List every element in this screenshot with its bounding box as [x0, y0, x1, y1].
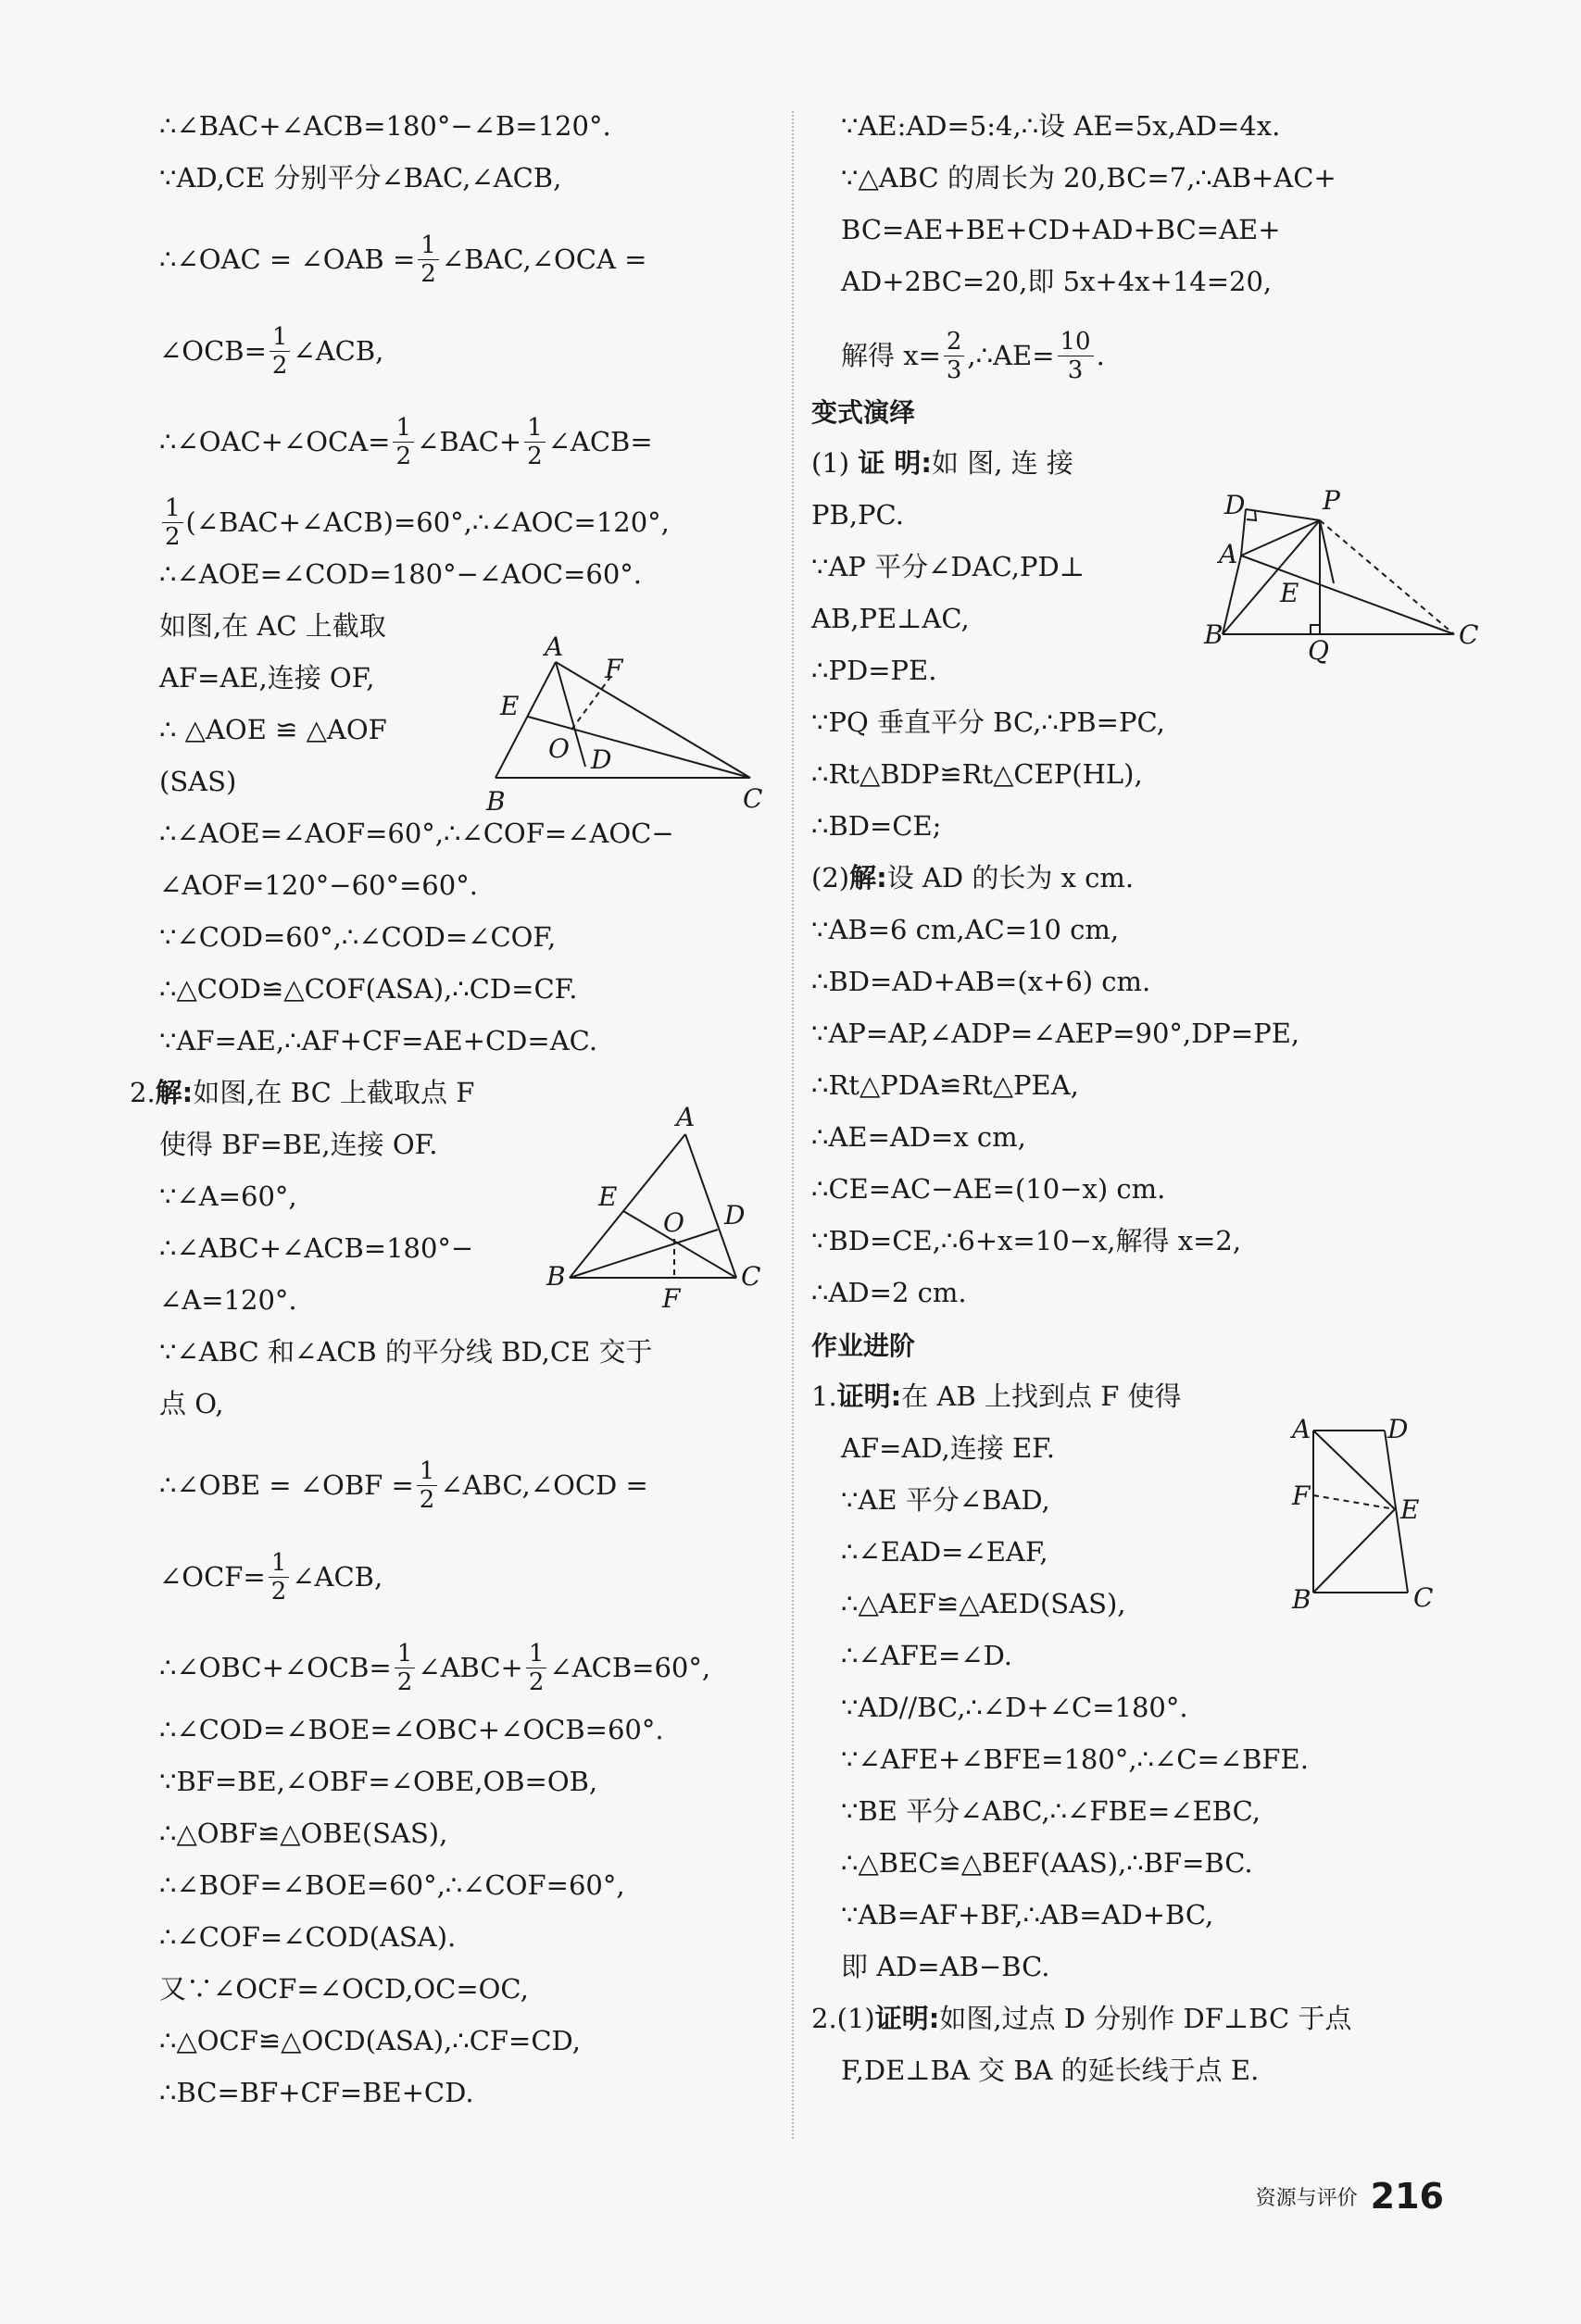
- triangle-diagram: [537, 1102, 778, 1315]
- text-line: ∵BF=BE,∠OBF=∠OBE,OB=OB,: [159, 1766, 598, 1797]
- point-label: B: [1204, 619, 1223, 650]
- point-label: E: [1400, 1494, 1420, 1525]
- point-label: F: [605, 654, 623, 684]
- text-segment: ∴∠OAC+∠OCA=: [159, 425, 391, 457]
- fraction: [526, 1640, 547, 1696]
- point-label: A: [676, 1102, 696, 1132]
- solution-keyword: 解:: [155, 1077, 194, 1108]
- fraction-numerator: 1: [269, 1549, 290, 1578]
- fraction: [1058, 328, 1094, 384]
- text-line: [159, 1531, 771, 1622]
- point-label: E: [598, 1181, 618, 1212]
- text-line: [159, 1439, 771, 1531]
- text-line: ∵AB=AF+BF,∴AB=AD+BC,: [841, 1899, 1214, 1930]
- text-line: ∵AD,CE 分别平分∠BAC,∠ACB,: [159, 162, 562, 194]
- text-line: 点 O,: [159, 1388, 224, 1419]
- point-label: A: [545, 631, 564, 662]
- text-line: ∴AD=2 cm.: [811, 1277, 967, 1308]
- text-line: ∴BD=CE;: [811, 810, 942, 842]
- fraction-numerator: 1: [417, 1457, 438, 1486]
- text-line: ∴△OCF≌△OCD(ASA),∴CF=CD,: [159, 2025, 581, 2056]
- fraction-numerator: 1: [418, 231, 439, 260]
- fraction: [944, 328, 965, 384]
- text-segment: ∠ACB=: [547, 425, 653, 457]
- point-label: B: [1292, 1584, 1311, 1615]
- text-line: ∴∠EAD=∠EAF,: [841, 1536, 1048, 1568]
- point-label: E: [500, 691, 520, 721]
- text-line: ∴△AEF≌△AED(SAS),: [841, 1588, 1126, 1619]
- text-line: [811, 861, 1460, 913]
- text-segment: 在 AB 上找到点 F 使得: [901, 1381, 1182, 1412]
- fraction-denominator: 2: [419, 1485, 435, 1514]
- text-segment: ,∴AE=: [967, 339, 1055, 371]
- text-segment: .: [1096, 339, 1105, 371]
- fraction-numerator: 10: [1058, 328, 1094, 356]
- text-segment: ∠ABC+: [418, 1651, 523, 1683]
- fraction-numerator: 1: [524, 414, 546, 443]
- point-label: F: [662, 1283, 681, 1314]
- fraction-numerator: 2: [944, 328, 965, 356]
- fraction-denominator: 2: [270, 1577, 287, 1606]
- text-line: ∵AB=6 cm,AC=10 cm,: [811, 914, 1120, 945]
- text-line: ∴ △AOE ≌ △AOF: [159, 714, 387, 745]
- text-line: ∵△ABC 的周长为 20,BC=7,∴AB+AC+: [841, 162, 1336, 194]
- text-line: BC=AE+BE+CD+AD+BC=AE+: [841, 214, 1281, 245]
- text-line: [811, 317, 1460, 394]
- point-label: O: [548, 733, 570, 764]
- solution-keyword: 解:: [849, 862, 887, 893]
- text-line: 使得 BF=BE,连接 OF.: [159, 1129, 438, 1160]
- fraction-numerator: 1: [395, 1640, 416, 1668]
- point-label: C: [1413, 1582, 1434, 1613]
- section-heading: 变式演绎: [811, 397, 916, 428]
- text-segment: 如 图, 连 接: [932, 447, 1073, 479]
- text-segment: ∠OCF=: [159, 1560, 266, 1593]
- text-line: ∵AE:AD=5:4,∴设 AE=5x,AD=4x.: [841, 110, 1281, 142]
- geometry-figure-1: [482, 631, 778, 828]
- text-line: ∴Rt△PDA≌Rt△PEA,: [811, 1069, 1079, 1101]
- point-label: B: [486, 786, 506, 817]
- geometry-figure-2: [537, 1102, 778, 1318]
- quadrilateral-diagram: [1204, 481, 1482, 667]
- text-line: [159, 213, 771, 306]
- text-line: ∴∠AFE=∠D.: [841, 1640, 1013, 1671]
- text-segment: ∠ABC,∠OCD =: [440, 1468, 648, 1501]
- fraction: [524, 414, 546, 470]
- fraction-numerator: 1: [270, 323, 291, 352]
- fraction-denominator: 2: [165, 522, 181, 551]
- text-line: ∵AE 平分∠BAD,: [841, 1484, 1050, 1516]
- point-label: E: [1280, 578, 1299, 608]
- proof-keyword: 证 明:: [858, 447, 933, 479]
- text-line: ∴∠BOF=∠BOE=60°,∴∠COF=60°,: [159, 1869, 625, 1901]
- text-segment: ∠BAC,∠OCA =: [441, 243, 647, 275]
- problem-number: 2.(1): [811, 2003, 875, 2034]
- section-heading: 作业进阶: [811, 1331, 916, 1361]
- text-line: [159, 1622, 771, 1713]
- point-label: A: [1219, 539, 1238, 569]
- fraction-numerator: 1: [393, 414, 414, 443]
- point-label: F: [1292, 1481, 1311, 1511]
- text-line: ∴∠AOE=∠AOF=60°,∴∠COF=∠AOC−: [159, 818, 674, 849]
- point-label: D: [591, 744, 612, 775]
- fraction: [162, 494, 183, 551]
- fraction: [393, 414, 414, 470]
- fraction-denominator: 2: [528, 1668, 545, 1696]
- text-line: ∴BD=AD+AB=(x+6) cm.: [811, 966, 1151, 997]
- text-segment: 如图,过点 D 分别作 DF⊥BC 于点: [939, 2003, 1352, 2034]
- text-line: ∠AOF=120°−60°=60°.: [159, 869, 478, 901]
- fraction-denominator: 2: [396, 1668, 413, 1696]
- fraction: [269, 1549, 290, 1606]
- text-segment: (2): [811, 862, 850, 893]
- text-line: AB,PE⊥AC,: [811, 603, 970, 634]
- fraction-denominator: 2: [395, 442, 412, 470]
- text-line: ∴△COD≌△COF(ASA),∴CD=CF.: [159, 973, 578, 1005]
- text-line: ∵AP=AP,∠ADP=∠AEP=90°,DP=PE,: [811, 1018, 1300, 1049]
- text-line: ∴△BEC≌△BEF(AAS),∴BF=BC.: [841, 1847, 1253, 1879]
- text-segment: ∠ACB=60°,: [549, 1651, 711, 1683]
- text-line: ∵BD=CE,∴6+x=10−x,解得 x=2,: [811, 1225, 1242, 1256]
- text-line: ∴∠COF=∠COD(ASA).: [159, 1921, 457, 1953]
- page-footer: [1256, 2176, 1444, 2217]
- text-line: 即 AD=AB−BC.: [841, 1951, 1050, 1982]
- text-line: ∵∠COD=60°,∴∠COD=∠COF,: [159, 921, 557, 953]
- text-line: ∴∠AOE=∠COD=180°−∠AOC=60°.: [159, 558, 643, 590]
- fraction-numerator: 1: [162, 494, 183, 523]
- fraction: [270, 323, 291, 380]
- right-column: [811, 109, 1460, 2105]
- fraction: [418, 231, 439, 288]
- point-label: Q: [1308, 635, 1329, 666]
- text-line: 又∵∠OCF=∠OCD,OC=OC,: [159, 1973, 529, 2005]
- fraction-denominator: 2: [271, 351, 288, 380]
- fraction-numerator: 1: [526, 1640, 547, 1668]
- text-line: ∵AD//BC,∴∠D+∠C=180°.: [841, 1692, 1188, 1723]
- fraction-denominator: 3: [1067, 356, 1084, 384]
- text-segment: 解得 x=: [841, 339, 941, 371]
- text-line: ∵AF=AE,∴AF+CF=AE+CD=AC.: [159, 1025, 598, 1056]
- problem-number: 2.: [130, 1077, 156, 1108]
- text-line: AF=AD,连接 EF.: [841, 1432, 1055, 1464]
- proof-keyword: 证明:: [874, 2003, 940, 2034]
- text-segment: (1): [811, 447, 850, 479]
- text-line: ∴∠COD=∠BOE=∠OBC+∠OCB=60°.: [159, 1714, 664, 1745]
- point-label: C: [743, 783, 763, 814]
- text-line: 如图,在 AC 上截取: [159, 610, 386, 642]
- fraction: [395, 1640, 416, 1696]
- point-label: P: [1323, 485, 1340, 516]
- trapezoid-diagram: [1278, 1412, 1482, 1625]
- text-line: ∴PD=PE.: [811, 655, 937, 686]
- text-line: ∵AP 平分∠DAC,PD⊥: [811, 551, 1085, 582]
- point-label: A: [1292, 1414, 1311, 1444]
- text-line: [159, 487, 771, 557]
- column-divider: [792, 111, 794, 2139]
- text-line: F,DE⊥BA 交 BA 的延长线于点 E.: [841, 2055, 1260, 2086]
- text-segment: ∠ACB,: [293, 334, 384, 367]
- text-line: (SAS): [159, 766, 237, 797]
- proof-keyword: 证明:: [836, 1381, 902, 1412]
- text-line: AD+2BC=20,即 5x+4x+14=20,: [841, 266, 1273, 297]
- text-line: ∴△OBF≌△OBE(SAS),: [159, 1818, 448, 1849]
- point-label: O: [663, 1207, 684, 1238]
- footer-label: 资源与评价: [1255, 2186, 1358, 2210]
- text-line: ∴CE=AC−AE=(10−x) cm.: [811, 1173, 1166, 1205]
- fraction-denominator: 2: [527, 442, 543, 470]
- text-line: [159, 306, 771, 396]
- geometry-figure-3: [1204, 481, 1482, 670]
- text-segment: 如图,在 BC 上截取点 F: [193, 1077, 475, 1108]
- text-line: ∴∠BAC+∠ACB=180°−∠B=120°.: [159, 110, 611, 142]
- text-line: ∵BE 平分∠ABC,∴∠FBE=∠EBC,: [841, 1795, 1261, 1827]
- text-line: ∴AE=AD=x cm,: [811, 1121, 1026, 1153]
- point-label: B: [546, 1261, 566, 1292]
- text-line: [811, 2002, 1460, 2054]
- text-line: PB,PC.: [811, 499, 904, 531]
- text-segment: ∴∠OBE = ∠OBF =: [159, 1468, 414, 1501]
- text-line: ∴Rt△BDP≌Rt△CEP(HL),: [811, 758, 1143, 790]
- text-segment: ∠ACB,: [292, 1560, 383, 1593]
- text-segment: 设 AD 的长为 x cm.: [886, 862, 1135, 893]
- fraction-denominator: 2: [420, 259, 436, 288]
- text-line: ∵∠ABC 和∠ACB 的平分线 BD,CE 交于: [159, 1336, 653, 1368]
- geometry-figure-4: [1278, 1412, 1482, 1629]
- text-line: ∴∠ABC+∠ACB=180°−: [159, 1232, 474, 1264]
- text-line: [159, 396, 771, 487]
- text-line: ∵∠A=60°,: [159, 1181, 297, 1212]
- fraction: [417, 1457, 438, 1514]
- triangle-diagram: [482, 631, 778, 824]
- point-label: D: [1224, 490, 1246, 520]
- text-segment: ∠BAC+: [417, 425, 522, 457]
- problem-number: 1.: [811, 1381, 837, 1412]
- text-line: ∵∠AFE+∠BFE=180°,∴∠C=∠BFE.: [841, 1743, 1309, 1775]
- text-segment: ∴∠OBC+∠OCB=: [159, 1651, 392, 1683]
- text-line: ∴BC=BF+CF=BE+CD.: [159, 2077, 474, 2108]
- point-label: C: [1459, 619, 1479, 650]
- fraction-denominator: 3: [946, 356, 962, 384]
- point-label: D: [724, 1200, 746, 1231]
- text-segment: (∠BAC+∠ACB)=60°,∴∠AOC=120°,: [185, 506, 670, 538]
- point-label: C: [741, 1261, 761, 1292]
- text-segment: ∠OCB=: [159, 334, 267, 367]
- text-line: AF=AE,连接 OF,: [159, 662, 375, 693]
- point-label: D: [1387, 1414, 1409, 1444]
- text-line: ∵PQ 垂直平分 BC,∴PB=PC,: [811, 706, 1165, 738]
- page-number: 216: [1370, 2176, 1444, 2217]
- text-line: ∠A=120°.: [159, 1284, 297, 1316]
- text-segment: ∴∠OAC = ∠OAB =: [159, 243, 416, 275]
